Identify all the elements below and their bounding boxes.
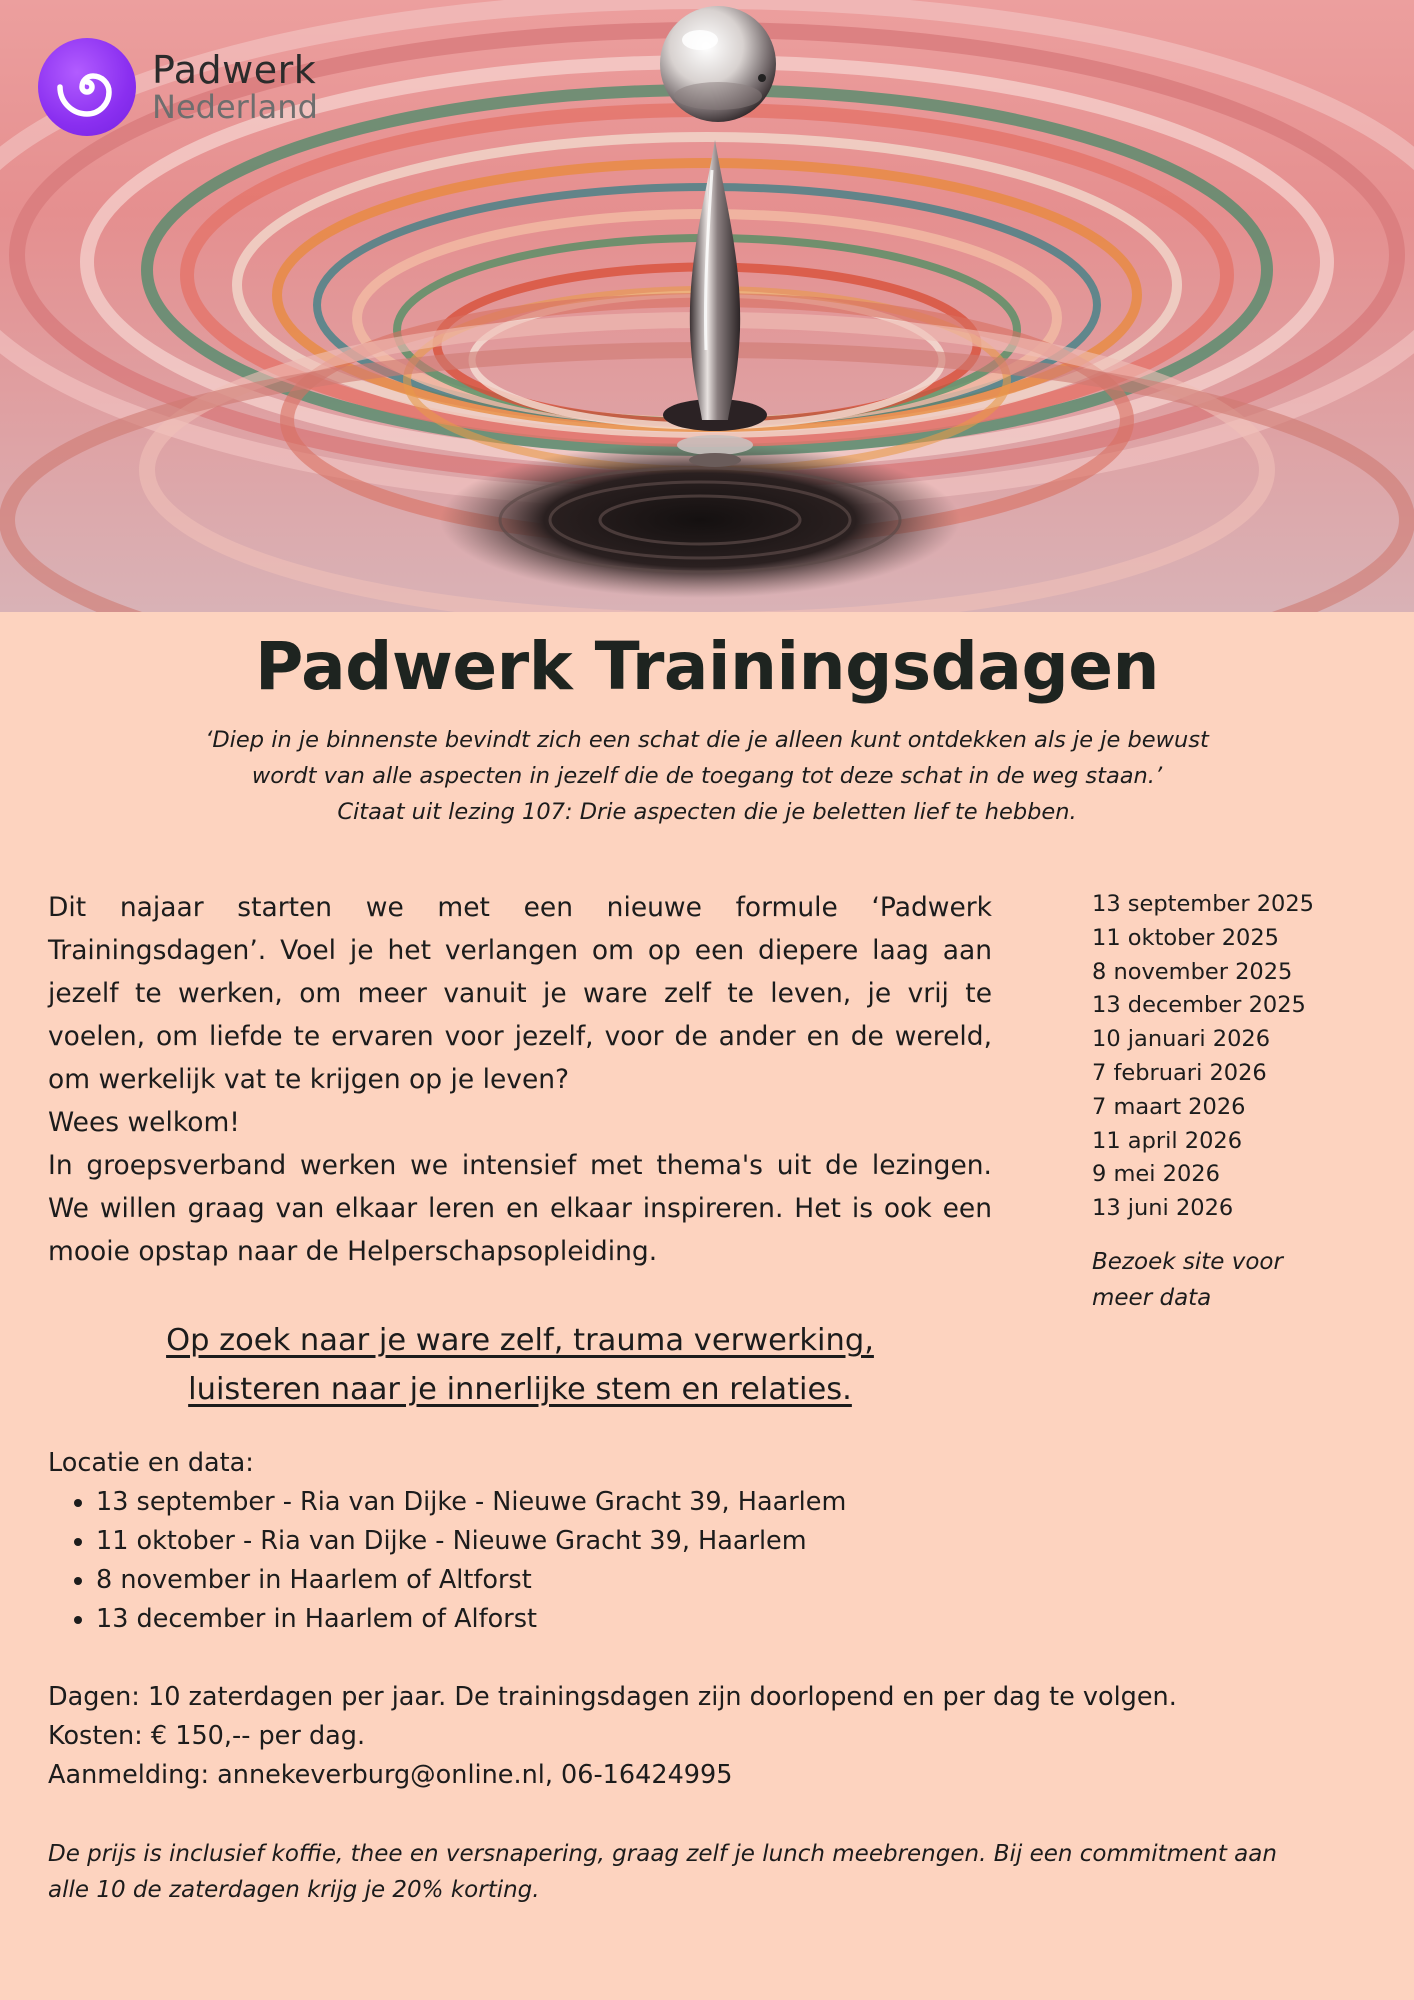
date-item: 8 november 2025 — [1092, 958, 1293, 985]
location-item: • 13 december in Haarlem of Alforst — [96, 1600, 1048, 1639]
dates-note: Bezoek site voor meer data — [1092, 1248, 1283, 1311]
location-heading: Locatie en data: — [48, 1448, 254, 1478]
quote-line-1: ‘Diep in je binnenste bevindt zich een schat die je alleen kunt ontdekken als je je bewust — [205, 727, 1209, 753]
welcome-line: Wees welkom! — [48, 1107, 240, 1138]
quote-source: Citaat uit lezing 107: Drie aspecten die je beletten lief te hebben. — [337, 799, 1077, 825]
spiral-icon — [38, 38, 136, 136]
location-item: • 13 september - Ria van Dijke - Nieuwe Gracht 39, Haarlem — [96, 1483, 1048, 1522]
days-info: Dagen: 10 zaterdagen per jaar. De trainingsdagen zijn doorlopend en per dag te volgen. — [48, 1682, 1177, 1712]
themes-heading — [48, 1316, 992, 1414]
dates-list — [1092, 888, 1392, 1316]
details-section — [48, 1678, 1348, 1795]
date-item: 13 december 2025 — [1092, 992, 1306, 1019]
themes-line-2: luisteren naar je innerlijke stem en relaties. — [188, 1372, 852, 1407]
date-item: 7 februari 2026 — [1092, 1059, 1267, 1086]
logo-name: Padwerk — [152, 48, 317, 92]
date-item: 7 maart 2026 — [1092, 1093, 1246, 1120]
quote — [100, 722, 1314, 830]
hero-image — [0, 0, 1414, 612]
intro-text — [48, 886, 992, 1273]
registration-info: Aanmelding: annekeverburg@online.nl, 06-16424995 — [48, 1760, 733, 1790]
logo-subtitle: Nederland — [152, 88, 318, 126]
price-note: De prijs is inclusief koffie, thee en versnapering, graag zelf je lunch meebrengen. Bij een commitment aan alle 10 de zaterdagen krijg je 20% korting. — [48, 1841, 1277, 1903]
quote-line-2: wordt van alle aspecten in jezelf die de toegang tot deze schat in de weg staan.’ — [251, 763, 1163, 789]
page-title: Padwerk Trainingsdagen — [255, 628, 1159, 705]
date-item: 11 april 2026 — [1092, 1127, 1243, 1154]
intro-paragraph: In groepsverband werken we intensief met thema's uit de lezingen. We willen graag van elkaar leren en elkaar inspireren. Het is ook een mooie opstap naar de Helperschapsopleiding. — [48, 1150, 992, 1267]
costs-info: Kosten: € 150,-- per dag. — [48, 1721, 366, 1751]
location-item: • 11 oktober - Ria van Dijke - Nieuwe Gracht 39, Haarlem — [96, 1522, 1048, 1561]
location-section — [48, 1444, 1048, 1639]
date-item: 13 september 2025 — [1092, 891, 1315, 917]
date-item: 11 oktober 2025 — [1092, 924, 1279, 951]
intro-paragraph: Dit najaar starten we met een nieuwe formule ‘Padwerk Trainingsdagen’. Voel je het verlangen om op een diepere laag aan jezelf te werken, om meer vanuit je ware zelf te leven, je vrij te voelen, om liefde te ervaren voor jezelf, voor de ander en de wereld, om werkelijk vat te krijgen op je leven? — [48, 892, 992, 1095]
date-item: 10 januari 2026 — [1092, 1026, 1271, 1053]
logo[interactable] — [38, 38, 318, 136]
themes-line-1: Op zoek naar je ware zelf, trauma verwerking, — [166, 1323, 874, 1358]
date-item: 9 mei 2026 — [1092, 1161, 1220, 1188]
date-item: 13 juni 2026 — [1092, 1195, 1234, 1222]
location-item: • 8 november in Haarlem of Altforst — [96, 1561, 1048, 1600]
